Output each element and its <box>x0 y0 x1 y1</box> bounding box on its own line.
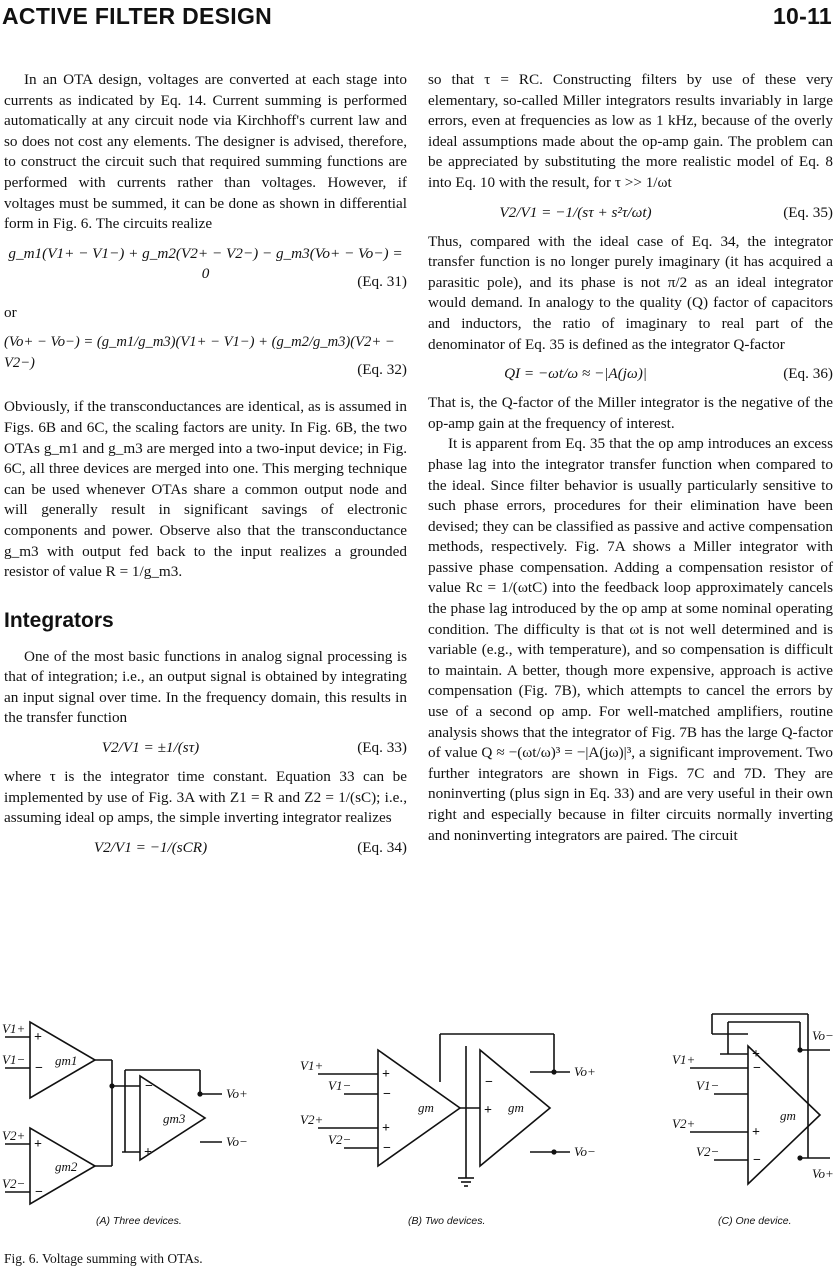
sign-gm2-plus: + <box>34 1137 42 1152</box>
sign-gm3-plus: + <box>144 1145 152 1160</box>
sign-b2-plus: + <box>484 1103 492 1118</box>
sign-b2-minus: − <box>485 1075 493 1090</box>
label-b-gm-2: gm <box>508 1100 524 1115</box>
equation-31-expression: g_m1(V1+ − V1−) + g_m2(V2+ − V2−) − g_m3(Vo+ − Vo−) = 0 <box>8 244 403 283</box>
label-c-v1m: V1− <box>696 1078 720 1093</box>
label-c-gm: gm <box>780 1108 796 1123</box>
label-a-v2p: V2+ <box>2 1128 26 1143</box>
equation-35-expression: V2/V1 = −1/(sτ + s²τ/ωt) <box>499 203 652 221</box>
right-paragraph-1: so that τ = RC. Constructing filters by use of these very elementary, so-called Miller integrators results invariably in large errors, even at frequencies as low as 1 kHz, because of the overly ideal assumptions made about the op-amp gain. The problem can be appreciated by substituting the more realistic model of Eq. 8 into Eq. 10 with the result, for τ >> 1/ωt <box>428 71 833 191</box>
subcaption-a: (A) Three devices. <box>96 1215 182 1227</box>
equation-36-expression: QI = −ωt/ω ≈ −|A(jω)| <box>504 365 647 383</box>
label-c-vom: Vo− <box>812 1028 834 1043</box>
label-a-v2m: V2− <box>2 1176 26 1191</box>
equation-31-number: (Eq. 31) <box>357 272 407 290</box>
sign-b1-plus-1: + <box>382 1067 390 1082</box>
label-a-vop: Vo+ <box>226 1086 248 1101</box>
sign-b1-minus-1: − <box>383 1087 391 1102</box>
label-c-v1p: V1+ <box>672 1052 696 1067</box>
label-b-v2p: V2+ <box>300 1112 324 1127</box>
equation-34-number: (Eq. 34) <box>357 838 407 856</box>
figure-caption: Fig. 6. Voltage summing with OTAs. <box>4 1251 203 1266</box>
or-word: or <box>4 303 17 321</box>
right-column <box>428 70 833 846</box>
label-c-v2m: V2− <box>696 1144 720 1159</box>
label-b-vop: Vo+ <box>574 1064 596 1079</box>
label-b-vom: Vo− <box>574 1144 596 1159</box>
label-c-v2p: V2+ <box>672 1116 696 1131</box>
ota-feedback <box>440 1034 570 1186</box>
sign-gm1-plus: + <box>34 1030 42 1045</box>
figure-6 <box>0 1010 840 1276</box>
equation-35 <box>428 194 833 232</box>
running-title: ACTIVE FILTER DESIGN <box>2 3 273 29</box>
left-paragraph-1: In an OTA design, voltages are converted at each stage into currents as indicated by Eq. 14. Current summing is performed automatically at any circuit node via Kirchhoff's current law and so does not cost any elements. The designer is advised, therefore, to construct the circuit such that required summing functions are performed with currents rather than voltages. However, if voltages must be summed, it can be done as shown in differential form in Fig. 6. The circuits realize <box>4 71 407 233</box>
label-b-v1p: V1+ <box>300 1058 324 1073</box>
equation-34 <box>4 829 407 867</box>
sign-b1-minus-2: − <box>383 1141 391 1156</box>
right-paragraph-3: That is, the Q-factor of the Miller integrator is the negative of the op-amp gain at the frequency of interest. <box>428 394 833 432</box>
sign-gm1-minus: − <box>35 1061 43 1076</box>
sign-b1-plus-2: + <box>382 1121 390 1136</box>
equation-36 <box>428 355 833 393</box>
equation-33-expression: V2/V1 = ±1/(sτ) <box>101 739 200 757</box>
label-b-v1m: V1− <box>328 1078 352 1093</box>
label-a-vom: Vo− <box>226 1134 248 1149</box>
sign-c-minus-1: − <box>753 1061 761 1076</box>
label-a-v1m: V1− <box>2 1052 26 1067</box>
sign-gm2-minus: − <box>35 1185 43 1200</box>
label-a-v1p: V1+ <box>2 1021 26 1036</box>
page-header <box>0 0 840 30</box>
left-paragraph-2: Obviously, if the transconductances are identical, as is assumed in Figs. 6B and 6C, the scaling factors are unity. In Fig. 6B, the two OTAs g_m1 and g_m3 are merged into a two-input device; in Fig. 6C, all three devices are merged into one. This merging technique can be used whenever OTAs share a common output node and will generally result in significant savings of electronic components and power. Observe also that the transconductance g_m3 with output fed back to the input realizes a grounded resistor of value R = 1/g_m3. <box>4 398 407 581</box>
equation-33 <box>4 729 407 767</box>
sign-c-minus-2: − <box>753 1153 761 1168</box>
equation-32-expression: (Vo+ − Vo−) = (g_m1/g_m3)(V1+ − V1−) + (g_m2/g_m3)(V2+ − V2−) <box>4 334 395 371</box>
subcaption-c: (C) One device. <box>718 1215 792 1227</box>
equation-34-expression: V2/V1 = −1/(sCR) <box>93 838 208 856</box>
label-b-v2m: V2− <box>328 1132 352 1147</box>
ota-merged-input <box>318 1050 480 1166</box>
sign-gm3-minus: − <box>145 1079 153 1094</box>
label-b-gm-1: gm <box>418 1100 434 1115</box>
equation-32-number: (Eq. 32) <box>357 361 407 379</box>
figure-6-schematic <box>0 1010 840 1210</box>
sign-c-plus-1: + <box>752 1047 760 1062</box>
right-paragraph-4: It is apparent from Eq. 35 that the op amp introduces an excess phase lag into the integrator transfer function when compared to the ideal. Since filter behavior is usually particularly sensitive to such phase errors, procedures for their elimination have been devised; they can be classified as passive and active compensation methods, respectively. Fig. 7A shows a Miller integrator with passive phase compensation. Adding a compensation resistor of value Rc = 1/(ωtC) into the feedback loop approximately cancels the phase lag introduced by the op amp at some nominal operating condition. The difficulty is that ωt is not well determined and is variable (e.g., with temperature), and so compensation is difficult to maintain. A better, though more expensive, approach is active compensation (Fig. 7B), which attempts to cancel the errors by use of a second op amp. For well-matched amplifiers, routine analysis shows that the integrator of Fig. 7B has the large Q-factor of value Q ≈ −(ωt/ω)³ = −|A(jω)|³, a significant improvement. Two further integrators are shown in Figs. 7C and 7D. They are noninverting (plus sign in Eq. 33) and are very useful in their own right and especially because in filter circuits normally inverting and noninverting integrators are paired. The circuit <box>428 435 833 844</box>
label-gm2: gm2 <box>55 1159 78 1174</box>
left-paragraph-4: where τ is the integrator time constant. Equation 33 can be implemented by use of Fig. 3A with Z1 = R and Z2 = 1/(sC); i.e., assuming ideal op amps, the simple inverting integrator realizes <box>4 768 407 827</box>
equation-33-number: (Eq. 33) <box>357 739 407 757</box>
page-number: 10-11 <box>772 3 832 29</box>
sign-c-plus-2: + <box>752 1125 760 1140</box>
label-gm1: gm1 <box>55 1053 78 1068</box>
equation-36-number: (Eq. 36) <box>783 365 833 383</box>
subcaption-b: (B) Two devices. <box>408 1215 486 1227</box>
left-paragraph-3: One of the most basic functions in analog signal processing is that of integration; i.e., an output signal is obtained by integrating an input signal over time. In the frequency domain, this results in the transfer function <box>4 647 407 727</box>
left-column <box>4 70 407 867</box>
label-c-vop: Vo+ <box>812 1166 834 1181</box>
label-gm3: gm3 <box>163 1111 186 1126</box>
right-paragraph-2: Thus, compared with the ideal case of Eq. 34, the integrator transfer function is no longer purely imaginary (it has acquired a parasitic pole), and its phase is not π/2 as an ideal integrator would demand. In analogy to the quality (Q) factor of capacitors and inductors, the ratio of imaginary to real part of the denominator of Eq. 35 is defined as the integrator Q-factor <box>428 232 833 353</box>
equation-35-number: (Eq. 35) <box>783 203 833 221</box>
section-heading: Integrators <box>4 608 114 632</box>
